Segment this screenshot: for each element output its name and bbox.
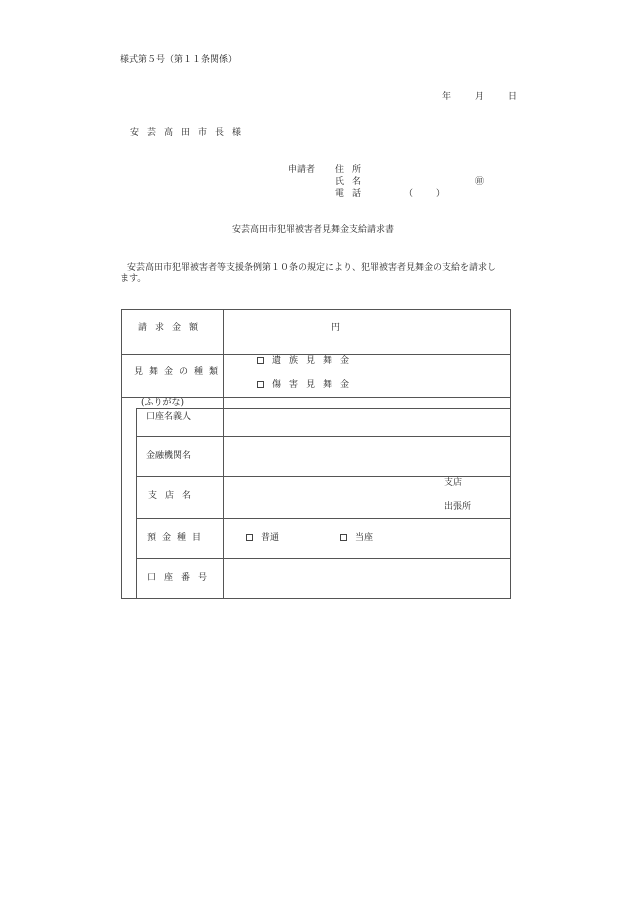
branch-name-label: 支店名 [148,491,200,501]
deposit-type-label: 預金種目 [147,533,208,543]
date-day-label: 日 [508,92,518,102]
deposit-current[interactable] [340,532,373,544]
date-month-label: 月 [475,92,485,102]
furigana-label: (ふりがな) [141,398,185,408]
body-text-line1: 安芸高田市犯罪被害者等支援条例第１０条の規定により、犯罪被害者見舞金の支給を請求し [127,263,497,273]
seal-mark: ㊞ [475,177,485,187]
office-suffix: 出張所 [444,502,472,512]
checkbox-current[interactable] [340,534,347,541]
phone-paren-open: （ [404,189,414,199]
option-bereaved-label: 遺族見舞金 [272,356,358,366]
phone-paren-close: ） [436,189,446,199]
body-text-line2: ます。 [120,274,147,284]
form-number: 様式第５号（第１１条関係） [120,55,238,65]
checkbox-bereaved[interactable] [257,357,264,364]
checkbox-ordinary[interactable] [246,534,253,541]
name-label: 氏名 [335,177,370,187]
document-title: 安芸高田市犯罪被害者見舞金支給請求書 [232,225,395,235]
date-year-label: 年 [442,92,452,102]
option-injury-label: 傷害見舞金 [272,380,358,390]
option-injury[interactable] [257,379,357,391]
deposit-ordinary-label: 普通 [261,533,280,543]
addressee: 安芸高田市長様 [130,128,250,138]
bank-name-label: 金融機関名 [146,451,192,461]
claim-amount-label: 請求金額 [138,323,207,333]
option-bereaved[interactable] [257,355,357,367]
account-holder-label: 口座名義人 [146,412,192,422]
account-number-label: 口座番号 [147,573,216,583]
branch-suffix: 支店 [444,478,463,488]
deposit-ordinary[interactable] [246,532,279,544]
yen-unit: 円 [331,323,341,333]
checkbox-injury[interactable] [257,381,264,388]
payment-type-label: 見舞金の種類 [134,367,225,377]
applicant-label: 申請者 [288,165,316,175]
address-label: 住所 [335,165,370,175]
deposit-current-label: 当座 [355,533,374,543]
phone-label: 電話 [335,189,370,199]
